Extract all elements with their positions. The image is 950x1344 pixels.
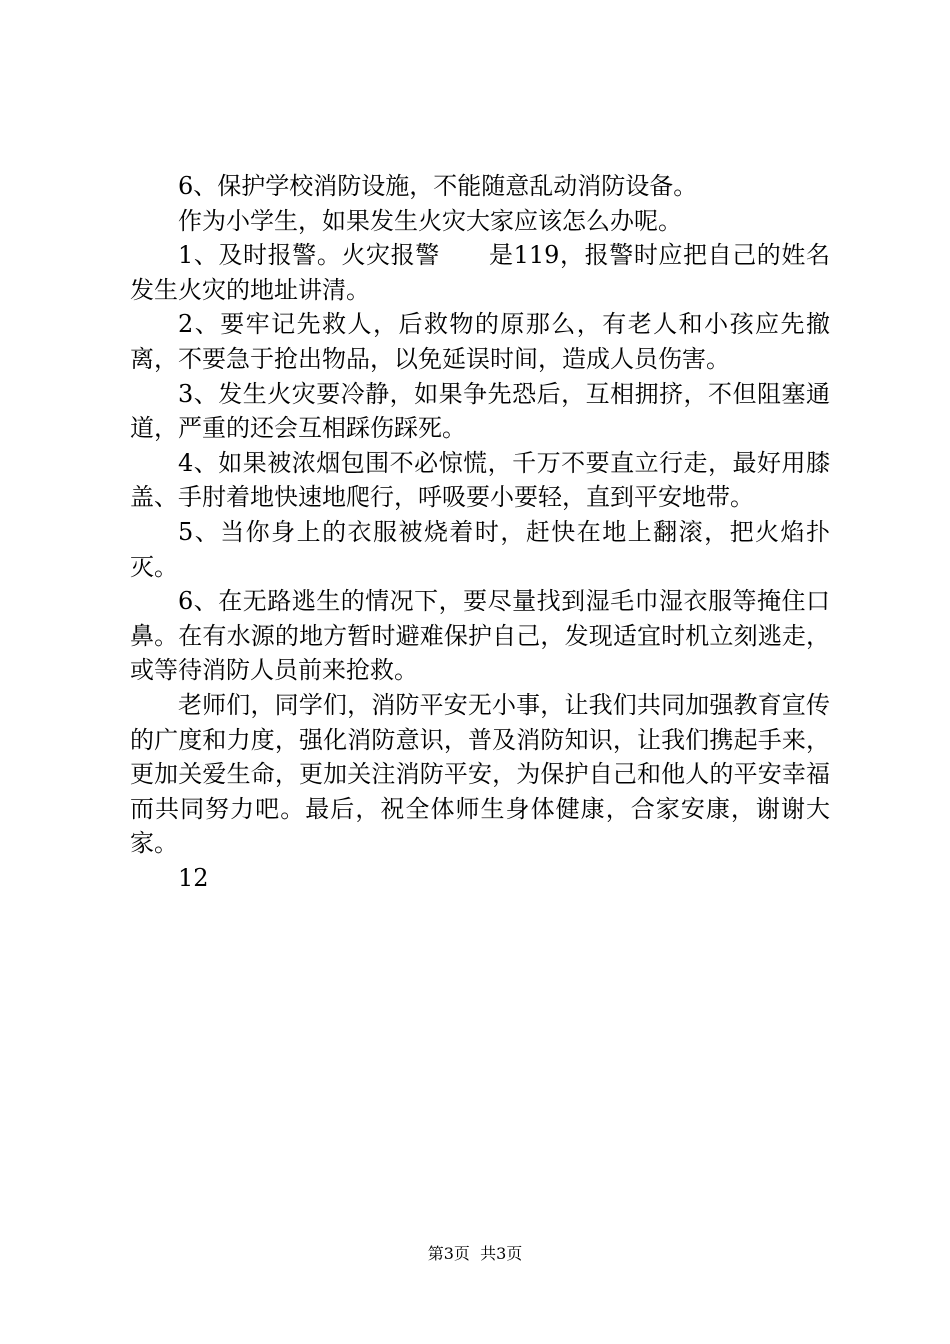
page-footer: 第3页 共3页 (427, 1244, 523, 1263)
document-body (130, 169, 830, 895)
paragraph-report-fire: 1、及时报警。火灾报警 是119，报警时应把自己的姓名发生火灾的地址讲清。 (130, 241, 830, 304)
paragraph-closing-remarks: 老师们，同学们，消防平安无小事，让我们共同加强教育宣传的广度和力度，强化消防意识，普及消防知识，让我们携起手来，更加关爱生命，更加关注消防平安，为保护自己和他人的平安幸福而共同努力吧。最后，祝全体师生身体健康，合家安康，谢谢大家。 (130, 690, 830, 858)
paragraph-clothes-on-fire: 5、当你身上的衣服被烧着时，赶快在地上翻滚，把火焰扑灭。 (130, 517, 830, 581)
paragraph-no-escape-route: 6、在无路逃生的情况下，要尽量找到湿毛巾湿衣服等掩住口鼻。在有水源的地方暂时避难保护自己，发现适宜时机立刻逃走，或等待消防人员前来抢救。 (130, 587, 830, 685)
paragraph-stay-calm: 3、发生火灾要冷静，如果争先恐后，互相拥挤，不但阻塞通道，严重的还会互相踩伤踩死。 (130, 379, 830, 443)
paragraph-question: 作为小学生，如果发生火灾大家应该怎么办呢。 (178, 206, 682, 235)
paragraph-save-people-first: 2、要牢记先救人，后救物的原那么，有老人和小孩应先撤离，不要急于抢出物品，以免延误时间，造成人员伤害。 (130, 310, 830, 373)
paragraph-smoke-crawl: 4、如果被浓烟包围不必惊慌，千万不要直立行走，最好用膝盖、手肘着地快速地爬行，呼吸要小要轻，直到平安地带。 (130, 448, 830, 512)
paragraph-trailing-number: 12 (178, 863, 209, 892)
paragraph-protect-facilities: 6、保护学校消防设施，不能随意乱动消防设备。 (178, 172, 698, 200)
